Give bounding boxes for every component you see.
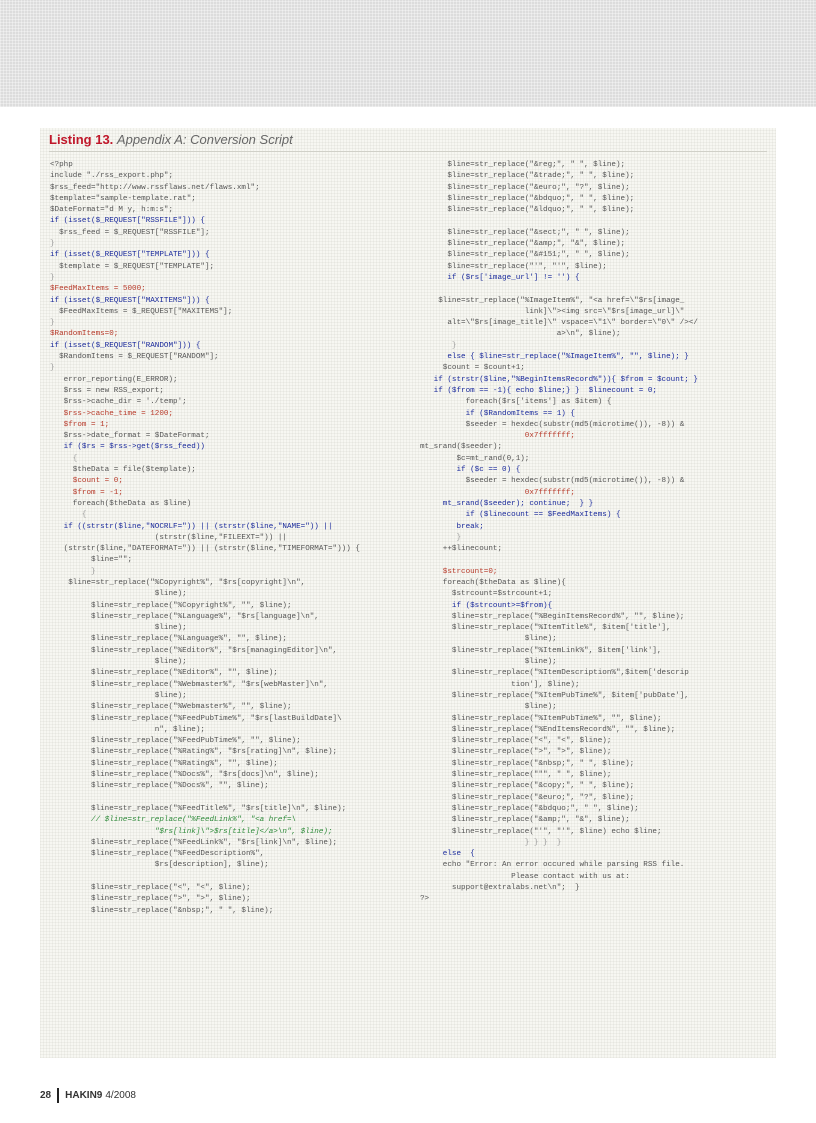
code-line: $line=str_replace("%Docs%", "", $line);: [50, 782, 269, 791]
code-line: if ($strcount>=$from){: [420, 601, 553, 610]
code-line: tion'], $line);: [420, 680, 580, 689]
code-line: $line=str_replace("'", "'", $line);: [420, 262, 607, 271]
code-line: $line=str_replace("%Webmaster%", "$rs[webMaster]\n",: [50, 680, 328, 689]
code-line: if (isset($_REQUEST["TEMPLATE"])) {: [50, 251, 210, 260]
code-line: $line=str_replace("%FeedPubTime%", "", $line);: [50, 737, 301, 746]
code-column-left: [50, 160, 360, 917]
code-line: include "./rss_export.php";: [50, 172, 174, 181]
code-line: $line=str_replace("&#151;", " ", $line);: [420, 251, 630, 260]
code-line: foreach($rs['items'] as $item) {: [420, 398, 612, 407]
title-divider: [49, 151, 767, 152]
code-line: mt_srand($seeder); continue; } }: [420, 499, 594, 508]
code-line: break;: [420, 522, 484, 531]
code-line: $FeedMaxItems = $_REQUEST["MAXITEMS"];: [50, 307, 233, 316]
code-line: $seeder = hexdec(substr(md5(microtime()), -8)) &: [420, 420, 685, 429]
code-line: echo "Error: An error occured while parsing RSS file.: [420, 861, 685, 870]
code-line: $line=str_replace("%Docs%", "$rs[docs]\n", $line);: [50, 771, 319, 780]
code-line: $from = 1;: [50, 420, 110, 429]
code-line: if ($linecount == $FeedMaxItems) {: [420, 511, 621, 520]
code-line: $line=str_replace("&reg;", " ", $line);: [420, 161, 626, 169]
code-line: $line=str_replace("%Language%", "$rs[language]\n",: [50, 612, 319, 621]
code-line: 0x7fffffff;: [420, 432, 575, 441]
code-line: $line=str_replace("%FeedLink%", "$rs[link]\n", $line);: [50, 838, 338, 847]
code-line: $line=str_replace("&amp;", "&", $line);: [420, 240, 626, 249]
code-line: if ($RandomItems == 1) {: [420, 409, 575, 418]
code-line: }: [50, 319, 55, 328]
code-line: $line=str_replace("%Copyright%", "$rs[copyright]\n",: [50, 578, 306, 587]
code-line: $template = $_REQUEST["TEMPLATE"];: [50, 262, 215, 271]
code-line: $line=str_replace("%Editor%", "$rs[managingEditor]\n",: [50, 646, 338, 655]
code-line: $line=str_replace("&nbsp;", " ", $line);: [50, 906, 274, 915]
page-number: 28: [40, 1090, 52, 1101]
code-line: $line=str_replace("%Webmaster%", "", $line);: [50, 703, 292, 712]
code-line: }: [50, 240, 55, 249]
code-line: $FeedMaxItems = 5000;: [50, 285, 146, 294]
code-line: $line=str_replace("%ItemPubTime%", "", $line);: [420, 714, 662, 723]
code-line: if ($from == -1){ echo $line;} } $linecount = 0;: [420, 386, 657, 395]
code-line: $rs[description], $line);: [50, 861, 269, 870]
code-line: if ($rs['image_url'] != '') {: [420, 273, 580, 282]
code-line: }: [50, 364, 55, 373]
footer-divider: [57, 1088, 59, 1103]
code-line: $line=str_replace("%BeginItemsRecord%", "", $line);: [420, 612, 685, 621]
code-line: $line=str_replace("%EndItemsRecord%", "", $line);: [420, 725, 676, 734]
code-line: else {: [420, 850, 475, 859]
code-line: $line);: [50, 624, 187, 633]
code-line: $line);: [420, 635, 557, 644]
code-line: $template="sample-template.rat";: [50, 194, 196, 203]
code-line: support@extralabs.net\n"; }: [420, 884, 580, 892]
code-line: $count = 0;: [50, 477, 123, 486]
listing-title: [49, 132, 293, 147]
code-line: error_reporting(E_ERROR);: [50, 375, 178, 384]
code-line: [50, 793, 360, 804]
page-footer: [40, 1088, 136, 1103]
code-line: // $line=str_replace("%FeedLink%", "<a href=\: [50, 816, 297, 825]
code-column-right: [420, 160, 698, 906]
listing-label: Listing 13.: [49, 132, 114, 147]
code-line: $line="";: [50, 556, 133, 565]
code-line: $line);: [50, 658, 187, 667]
code-line: $line=str_replace("&euro;", "?", $line);: [420, 183, 630, 192]
code-line: if (isset($_REQUEST["MAXITEMS"])) {: [50, 296, 210, 305]
code-line: $rss->cache_time = 1200;: [50, 409, 174, 418]
code-line: $line=str_replace("%FeedDescription%",: [50, 850, 265, 859]
code-line: $strcount=$strcount+1;: [420, 590, 553, 599]
code-line: $line=str_replace("%Rating%", "", $line);: [50, 759, 278, 768]
code-line: $rss = new RSS_export;: [50, 386, 164, 395]
code-line: } } } }: [420, 838, 562, 847]
code-line: n", $line);: [50, 725, 205, 734]
code-line: $from = -1;: [50, 488, 123, 497]
code-line: if ($rs = $rss->get($rss_feed)): [50, 443, 205, 452]
code-line: $line);: [50, 590, 187, 599]
code-line: 0x7fffffff;: [420, 488, 575, 497]
code-line: <?php: [50, 161, 73, 169]
code-line: [420, 216, 698, 227]
code-line: $line=str_replace("%Rating%", "$rs[rating]\n", $line);: [50, 748, 338, 757]
code-line: $line=str_replace(">", ">", $line);: [420, 748, 612, 757]
code-line: $DateFormat="d M y, h:m:s";: [50, 206, 174, 215]
code-line: $rss->date_format = $DateFormat;: [50, 432, 210, 441]
code-line: (strstr($line,"DATEFORMAT=")) || (strstr($line,"TIMEFORMAT="))) {: [50, 545, 360, 554]
code-line: "$rs[link]\">$rs[title]</a>\n", $line);: [50, 827, 333, 836]
code-line: if ((strstr($line,"NOCRLF=")) || (strstr($line,"NAME=")) ||: [50, 522, 333, 531]
code-line: }: [50, 567, 96, 576]
code-line: $line=str_replace("&bdquo;", " ", $line);: [420, 804, 639, 813]
code-line: $line=str_replace("&trade;", " ", $line);: [420, 172, 635, 181]
code-line: a>\n", $line);: [420, 330, 621, 339]
code-line: $line=str_replace(""", " ", $line);: [420, 771, 612, 780]
code-line: $line);: [50, 691, 187, 700]
code-line: $line=str_replace("%ItemPubTime%", $item['pubDate'],: [420, 691, 689, 700]
code-line: $line);: [420, 658, 557, 667]
code-line: $line=str_replace("'", "'", $line) echo $line;: [420, 827, 662, 836]
code-line: $line=str_replace("%Copyright%", "", $line);: [50, 601, 292, 610]
code-line: $line=str_replace("%Editor%", "", $line);: [50, 669, 278, 678]
listing-caption: Appendix A: Conversion Script: [116, 132, 293, 147]
code-line: $seeder = hexdec(substr(md5(microtime()), -8)) &: [420, 477, 685, 486]
code-line: $line=str_replace("%FeedPubTime%", "$rs[lastBuildDate]\: [50, 714, 342, 723]
code-line: $rss_feed="http://www.rssflaws.net/flaws.xml";: [50, 183, 260, 192]
code-line: [50, 872, 360, 883]
code-line: alt=\"$rs[image_title]\" vspace=\"1\" border=\"0\" /></: [420, 319, 698, 328]
code-line: }: [50, 273, 55, 282]
code-line: if (strstr($line,"%BeginItemsRecord%")){ $from = $count; }: [420, 375, 698, 384]
code-line: $line);: [420, 703, 557, 712]
code-line: $line=str_replace("&amp;", "&", $line);: [420, 816, 630, 825]
code-line: }: [420, 533, 462, 542]
code-line: $line=str_replace("<", "<", $line);: [420, 737, 612, 746]
code-line: foreach($theData as $line): [50, 499, 192, 508]
code-line: $rss->cache_dir = './temp';: [50, 398, 187, 407]
code-line: link]\"><img src=\"$rs[image_url]\": [420, 307, 685, 316]
code-line: mt_srand($seeder);: [420, 443, 503, 452]
top-gray-band: [0, 0, 816, 107]
code-line: $RandomItems=0;: [50, 330, 119, 339]
magazine-issue: 4/2008: [105, 1090, 136, 1101]
code-line: $line=str_replace("%FeedTitle%", "$rs[title]\n", $line);: [50, 804, 347, 813]
code-line: $line=str_replace("%ItemTitle%", $item['title'],: [420, 624, 671, 633]
code-line: ++$linecount;: [420, 545, 503, 554]
code-line: $c=mt_rand(0,1);: [420, 454, 530, 463]
code-line: $line=str_replace("<", "<", $line);: [50, 884, 251, 892]
code-line: $theData = file($template);: [50, 466, 196, 475]
code-line: $line=str_replace("&sect;", " ", $line);: [420, 228, 630, 237]
code-line: else { $line=str_replace("%ImageItem%", "", $line); }: [420, 353, 689, 362]
code-line: if (isset($_REQUEST["RSSFILE"])) {: [50, 217, 205, 226]
code-line: $line=str_replace("&copy;", " ", $line);: [420, 782, 635, 791]
code-line: $line=str_replace("%Language%", "", $line);: [50, 635, 287, 644]
code-line: foreach($theData as $line){: [420, 578, 566, 587]
code-line: $line=str_replace("&bdquo;", " ", $line);: [420, 194, 635, 203]
code-line: if (isset($_REQUEST["RANDOM"])) {: [50, 341, 201, 350]
magazine-name: HAKIN9: [65, 1090, 103, 1101]
code-line: Please contact with us at:: [420, 872, 630, 881]
code-line: $line=str_replace("%ImageItem%", "<a href=\"$rs[image_: [420, 296, 685, 305]
code-line: {: [50, 454, 78, 463]
code-line: ?>: [420, 895, 430, 904]
code-line: $RandomItems = $_REQUEST["RANDOM"];: [50, 353, 219, 362]
code-line: $rss_feed = $_REQUEST["RSSFILE"];: [50, 228, 210, 237]
code-line: (strstr($line,"FILEEXT=")) ||: [50, 533, 287, 542]
code-line: $line=str_replace(">", ">", $line);: [50, 895, 251, 904]
code-line: $count = $count+1;: [420, 364, 525, 373]
code-line: [420, 284, 698, 295]
code-line: {: [50, 511, 87, 520]
code-line: $line=str_replace("&euro;", "?", $line);: [420, 793, 635, 802]
code-line: $strcount=0;: [420, 567, 498, 576]
code-line: $line=str_replace("%ItemDescription%",$item['descrip: [420, 669, 689, 678]
code-line: if ($c == 0) {: [420, 466, 521, 475]
code-line: $line=str_replace("&nbsp;", " ", $line);: [420, 759, 635, 768]
code-line: }: [420, 341, 457, 350]
code-line: $line=str_replace("%ItemLink%", $item['link'],: [420, 646, 662, 655]
code-line: [420, 555, 698, 566]
code-line: $line=str_replace("&ldquo;", " ", $line);: [420, 206, 635, 215]
